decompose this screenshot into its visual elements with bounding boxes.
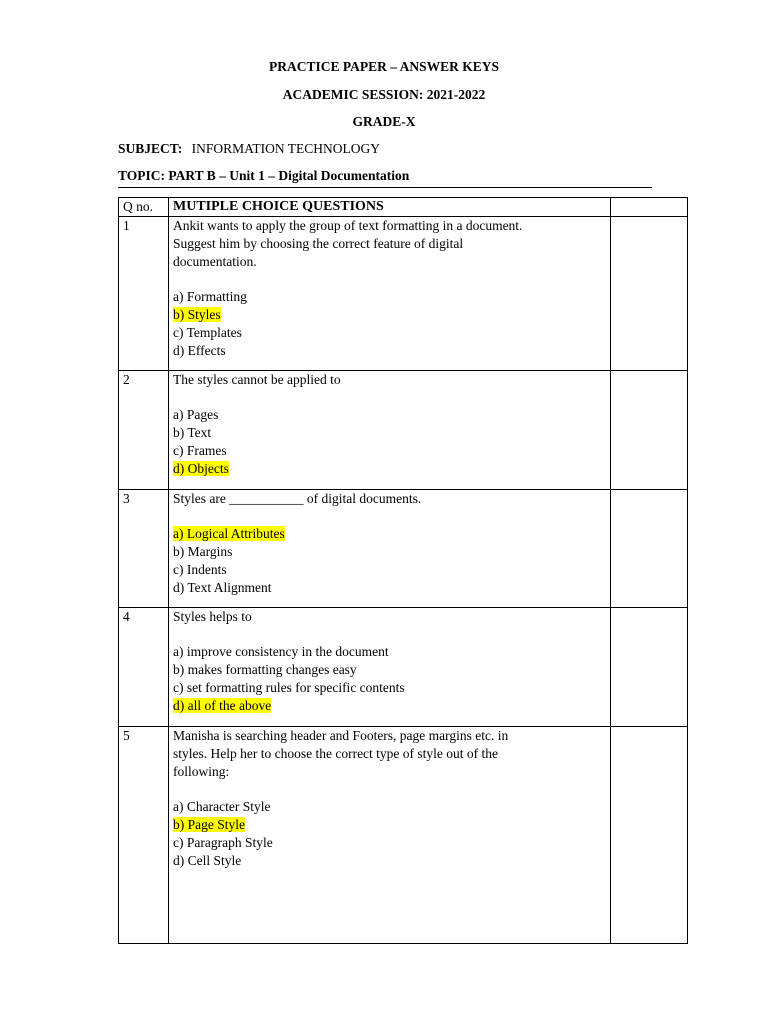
answer-option: c) Templates xyxy=(173,325,242,340)
correct-answer-option: b) Page Style xyxy=(173,817,245,832)
answer-option: c) Frames xyxy=(173,443,227,458)
grade: GRADE-X xyxy=(352,114,416,129)
answer-option: a) Character Style xyxy=(173,799,271,814)
question-number: 3 xyxy=(119,490,169,608)
correct-answer-option: d) Objects xyxy=(173,461,229,476)
question-row xyxy=(119,490,688,608)
option-line xyxy=(173,525,606,543)
marks-header xyxy=(611,198,688,217)
subject-line xyxy=(118,141,380,157)
subject-label: SUBJECT: xyxy=(118,141,183,156)
question-row xyxy=(119,608,688,727)
question-cell xyxy=(169,371,611,490)
question-text: following: xyxy=(173,764,230,779)
option-line xyxy=(173,816,606,834)
spacer xyxy=(173,781,606,798)
subject-value: INFORMATION TECHNOLOGY xyxy=(191,141,381,156)
question-text: Manisha is searching header and Footers, page margins etc. in xyxy=(173,728,509,743)
question-number: 2 xyxy=(119,371,169,490)
option-line xyxy=(173,342,606,360)
question-text: The styles cannot be applied to xyxy=(173,372,341,387)
question-cell xyxy=(169,217,611,371)
question-row xyxy=(119,371,688,490)
question-row xyxy=(119,217,688,371)
option-line xyxy=(173,579,606,597)
answer-option: a) Pages xyxy=(173,407,219,422)
academic-session: ACADEMIC SESSION: 2021-2022 xyxy=(282,87,486,102)
question-cell xyxy=(169,608,611,727)
option-line xyxy=(173,543,606,561)
option-line xyxy=(173,643,606,661)
marks-cell xyxy=(611,727,688,944)
question-text: Ankit wants to apply the group of text formatting in a document. xyxy=(173,218,523,233)
answer-option: d) Text Alignment xyxy=(173,580,272,595)
question-cell xyxy=(169,490,611,608)
question-number: 1 xyxy=(119,217,169,371)
spacer xyxy=(173,389,606,406)
marks-cell xyxy=(611,371,688,490)
answer-option: b) Margins xyxy=(173,544,233,559)
topic-underline xyxy=(118,187,652,188)
option-line xyxy=(173,561,606,579)
option-line xyxy=(173,460,606,478)
answer-option: a) improve consistency in the document xyxy=(173,644,389,659)
topic-line: TOPIC: PART B – Unit 1 – Digital Documentation xyxy=(118,168,410,183)
option-line xyxy=(173,306,606,324)
spacer xyxy=(173,508,606,525)
option-line xyxy=(173,442,606,460)
qno-header: Q no. xyxy=(119,198,169,217)
mcq-table xyxy=(118,197,688,944)
correct-answer-option: b) Styles xyxy=(173,307,221,322)
question-text: documentation. xyxy=(173,254,257,269)
option-line xyxy=(173,288,606,306)
option-line xyxy=(173,661,606,679)
option-line xyxy=(173,852,606,870)
answer-option: c) set formatting rules for specific contents xyxy=(173,680,405,695)
option-line xyxy=(173,324,606,342)
marks-cell xyxy=(611,608,688,727)
question-text: Suggest him by choosing the correct feature of digital xyxy=(173,236,464,251)
spacer xyxy=(173,271,606,288)
question-text: Styles are ___________ of digital documents. xyxy=(173,491,422,506)
answer-option: b) Text xyxy=(173,425,212,440)
correct-answer-option: a) Logical Attributes xyxy=(173,526,285,541)
option-line xyxy=(173,424,606,442)
answer-option: d) Cell Style xyxy=(173,853,242,868)
question-number: 4 xyxy=(119,608,169,727)
correct-answer-option: d) all of the above xyxy=(173,698,272,713)
answer-option: d) Effects xyxy=(173,343,226,358)
answer-option: a) Formatting xyxy=(173,289,247,304)
spacer xyxy=(173,626,606,643)
answer-option: b) makes formatting changes easy xyxy=(173,662,357,677)
option-line xyxy=(173,679,606,697)
question-cell xyxy=(169,727,611,944)
questions-header: MUTIPLE CHOICE QUESTIONS xyxy=(169,198,611,217)
question-number: 5 xyxy=(119,727,169,944)
paper-title: PRACTICE PAPER – ANSWER KEYS xyxy=(268,59,500,74)
answer-option: c) Indents xyxy=(173,562,227,577)
option-line xyxy=(173,834,606,852)
option-line xyxy=(173,697,606,715)
answer-option: c) Paragraph Style xyxy=(173,835,273,850)
question-row xyxy=(119,727,688,944)
marks-cell xyxy=(611,217,688,371)
option-line xyxy=(173,406,606,424)
question-text: styles. Help her to choose the correct type of style out of the xyxy=(173,746,499,761)
option-line xyxy=(173,798,606,816)
question-text: Styles helps to xyxy=(173,609,252,624)
marks-cell xyxy=(611,490,688,608)
